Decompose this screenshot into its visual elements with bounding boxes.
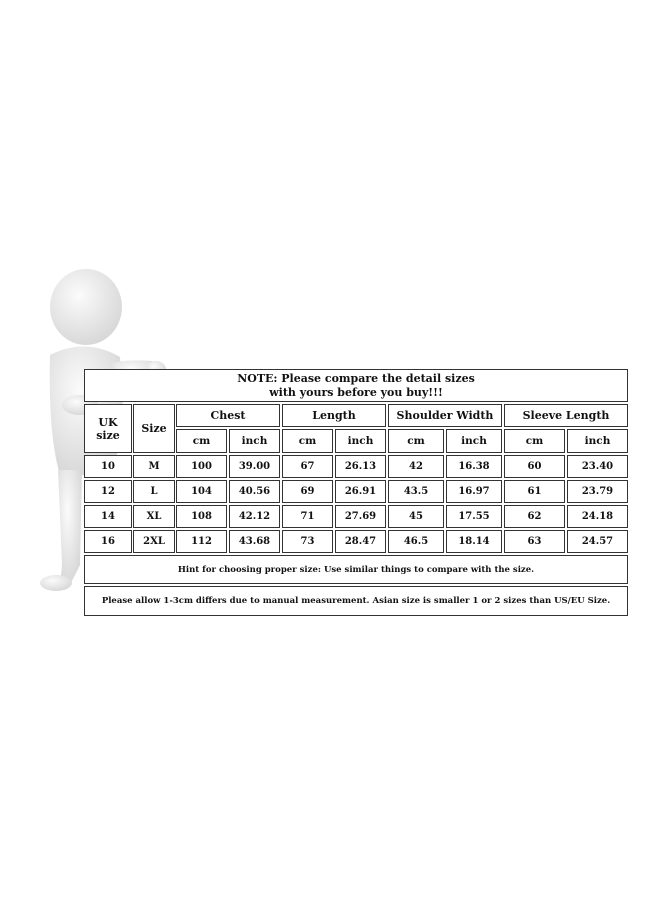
- row-3-shoulder-cm: 45: [388, 505, 444, 528]
- row-1-sleeve-cm: 60: [504, 455, 565, 478]
- row-4-length-inch: 28.47: [335, 530, 386, 553]
- row-4-chest-inch: 43.68: [229, 530, 280, 553]
- row-1-chest-inch: 39.00: [229, 455, 280, 478]
- row-2-length-inch: 26.91: [335, 480, 386, 503]
- row-3-sleeve-inch: 24.18: [567, 505, 628, 528]
- unit-length-inch: inch: [335, 429, 386, 453]
- unit-shoulder-inch: inch: [446, 429, 502, 453]
- row-3-uk-size: 14: [84, 505, 132, 528]
- row-2-length-cm: 69: [282, 480, 333, 503]
- row-3-length-inch: 27.69: [335, 505, 386, 528]
- note-line-2: with yours before you buy!!!: [269, 385, 443, 399]
- row-4-chest-cm: 112: [176, 530, 227, 553]
- hint-text: Hint for choosing proper size: Use similar things to compare with the size.: [84, 555, 628, 584]
- header-uk-size: UK size: [84, 404, 132, 453]
- header-chest: Chest: [176, 404, 280, 427]
- disclaimer-text: Please allow 1-3cm differs due to manual measurement. Asian size is smaller 1 or 2 sizes than US/EU Size.: [84, 586, 628, 616]
- unit-length-cm: cm: [282, 429, 333, 453]
- unit-sleeve-cm: cm: [504, 429, 565, 453]
- row-2-chest-inch: 40.56: [229, 480, 280, 503]
- header-length: Length: [282, 404, 386, 427]
- row-3-chest-inch: 42.12: [229, 505, 280, 528]
- unit-chest-inch: inch: [229, 429, 280, 453]
- row-3-chest-cm: 108: [176, 505, 227, 528]
- row-4-shoulder-cm: 46.5: [388, 530, 444, 553]
- row-2-chest-cm: 104: [176, 480, 227, 503]
- row-2-size: L: [133, 480, 175, 503]
- row-4-size: 2XL: [133, 530, 175, 553]
- note-box: [84, 369, 628, 402]
- row-4-sleeve-inch: 24.57: [567, 530, 628, 553]
- size-chart: [84, 369, 628, 616]
- row-4-sleeve-cm: 63: [504, 530, 565, 553]
- row-4-uk-size: 16: [84, 530, 132, 553]
- note-line-1: NOTE: Please compare the detail sizes: [237, 371, 475, 385]
- unit-chest-cm: cm: [176, 429, 227, 453]
- row-3-shoulder-inch: 17.55: [446, 505, 502, 528]
- row-2-sleeve-inch: 23.79: [567, 480, 628, 503]
- row-3-length-cm: 71: [282, 505, 333, 528]
- row-4-shoulder-inch: 18.14: [446, 530, 502, 553]
- row-1-length-cm: 67: [282, 455, 333, 478]
- row-1-size: M: [133, 455, 175, 478]
- row-1-shoulder-cm: 42: [388, 455, 444, 478]
- row-2-sleeve-cm: 61: [504, 480, 565, 503]
- row-1-shoulder-inch: 16.38: [446, 455, 502, 478]
- row-2-shoulder-inch: 16.97: [446, 480, 502, 503]
- unit-shoulder-cm: cm: [388, 429, 444, 453]
- row-1-chest-cm: 100: [176, 455, 227, 478]
- unit-sleeve-inch: inch: [567, 429, 628, 453]
- header-size: Size: [133, 404, 175, 453]
- row-1-length-inch: 26.13: [335, 455, 386, 478]
- header-sleeve-length: Sleeve Length: [504, 404, 628, 427]
- header-shoulder-width: Shoulder Width: [388, 404, 502, 427]
- row-1-sleeve-inch: 23.40: [567, 455, 628, 478]
- row-1-uk-size: 10: [84, 455, 132, 478]
- row-2-shoulder-cm: 43.5: [388, 480, 444, 503]
- row-2-uk-size: 12: [84, 480, 132, 503]
- row-3-size: XL: [133, 505, 175, 528]
- row-4-length-cm: 73: [282, 530, 333, 553]
- row-3-sleeve-cm: 62: [504, 505, 565, 528]
